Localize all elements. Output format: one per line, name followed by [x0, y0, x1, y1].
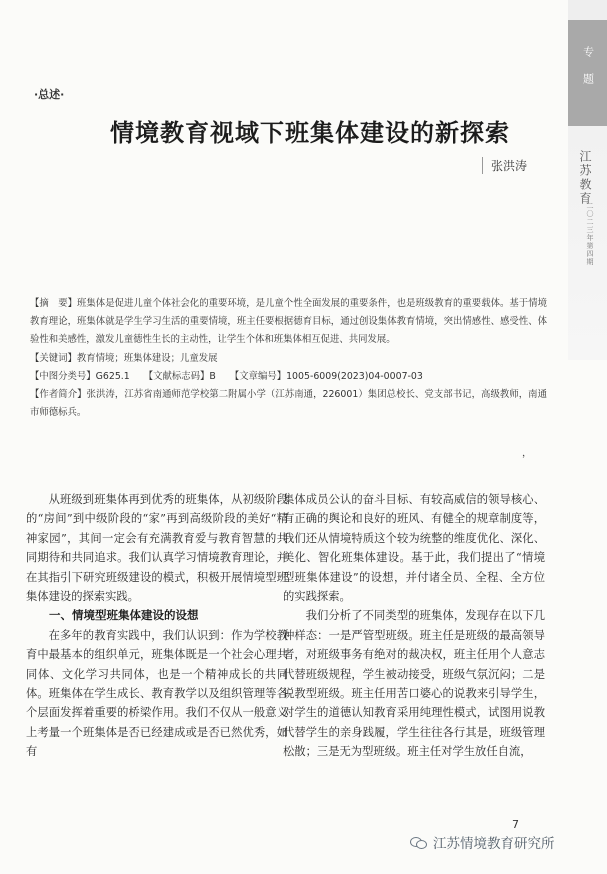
watermark — [410, 832, 555, 852]
stray-mark: ， — [522, 448, 532, 459]
abstract — [30, 295, 547, 350]
classification-line — [30, 368, 547, 386]
page-number: 7 — [512, 818, 519, 831]
abstract-text: 班集体是促进儿童个体社会化的重要环境，是儿童个性全面发展的重要条件，也是班级教育的重要载体。基于情境教育理论，班集体就是学生学习生活的重要情境，班主任要根据德育目标，通过创设集体教育情境，突出情感性、感受性、体验性和美感性，激发儿童德性生长的主动性，让学生个体和班集体相互促进、共同发展。 — [30, 298, 547, 346]
keywords-tag: 【关键词】 — [30, 352, 77, 364]
paragraph: 我们分析了不同类型的班集体，发现存在以下几种样态：一是严管型班级。班主任是班级的最高领导者，对班级事务有绝对的裁决权，班主任用个人意志代替班级规程，学生被动接受，班级气氛沉闷；二是说教型班级。班主任用苦口婆心的说教来引导学生，对学生的道德认知教育采用纯理性模式，试图用说教代替学生的亲身践履，学生往往各行其是，班级管理松散；三是无为型班级。班主任对学生放任自流， — [283, 609, 545, 759]
keywords — [30, 350, 547, 368]
journal-name: 江苏教育 — [578, 150, 592, 206]
body-column-left — [26, 490, 288, 762]
section-tag: ·总述· — [34, 88, 65, 101]
doc-code-value: B — [209, 370, 216, 382]
doc-code-tag: 【文献标志码】 — [143, 370, 210, 382]
author-info-tag: 【作者简介】 — [30, 389, 87, 401]
clc-value: G625.1 — [95, 370, 130, 382]
watermark-text: 江苏情境教育研究所 — [433, 836, 555, 852]
article-number-value: 1005-6009(2023)04-0007-03 — [286, 370, 423, 382]
paragraph: 在多年的教育实践中，我们认识到：作为学校教育中最基本的组织单元，班集体既是一个社会心理共同体、文化学习共同体，也是一个精神成长的共同体。班集体在学生成长、教育教学以及组织管理等各个层面发挥着重要的桥梁作用。我们不仅从一般意义上考量一个班集体是否已经建成或是否已然优秀，如有 — [26, 628, 288, 759]
keywords-text: 教育情境；班集体建设；儿童发展 — [76, 352, 218, 364]
clc-tag: 【中图分类号】 — [30, 370, 96, 382]
paragraph: 集体成员公认的奋斗目标、有较高威信的领导核心、有正确的舆论和良好的班风、有健全的规章制度等，我们还从情境特质这个较为统整的维度优化、深化、美化、智化班集体建设。基于此，我们提出了“情境型班集体建设”的设想，并付诸全员、全程、全方位的实践探索。 — [283, 493, 545, 604]
article-number-tag: 【文章编号】 — [229, 370, 287, 382]
issue-label: 二〇二三年第四期 — [586, 202, 594, 266]
article-meta — [30, 295, 547, 422]
body-column-right — [283, 490, 545, 762]
wechat-icon — [410, 835, 428, 849]
author-info — [30, 386, 547, 422]
author-info-text: 张洪涛，江苏省南通师范学校第二附属小学（江苏南通，226001）集团总校长、党支部书记，高级教师，南通市师德标兵。 — [30, 389, 547, 419]
section-heading: 一、情境型班集体建设的设想 — [49, 608, 199, 623]
article-title: 情境教育视域下班集体建设的新探索 — [110, 119, 510, 147]
paragraph: 从班级到班集体再到优秀的班集体，从初级阶段的“房间”到中级阶段的“家”再到高级阶段的美好“精神家园”，其间一定会有充满教育爱与教育智慧的共同期待和共同追求。我们认真学习情境教育理论，并在其指引下研究班级建设的模式，积极开展情境型班集体建设的探索实践。 — [26, 493, 288, 604]
side-strip — [568, 0, 607, 360]
author-name: 张洪涛 — [482, 157, 527, 174]
column-tab: 专题 — [568, 20, 607, 126]
abstract-tag: 【摘 要】 — [30, 298, 77, 309]
